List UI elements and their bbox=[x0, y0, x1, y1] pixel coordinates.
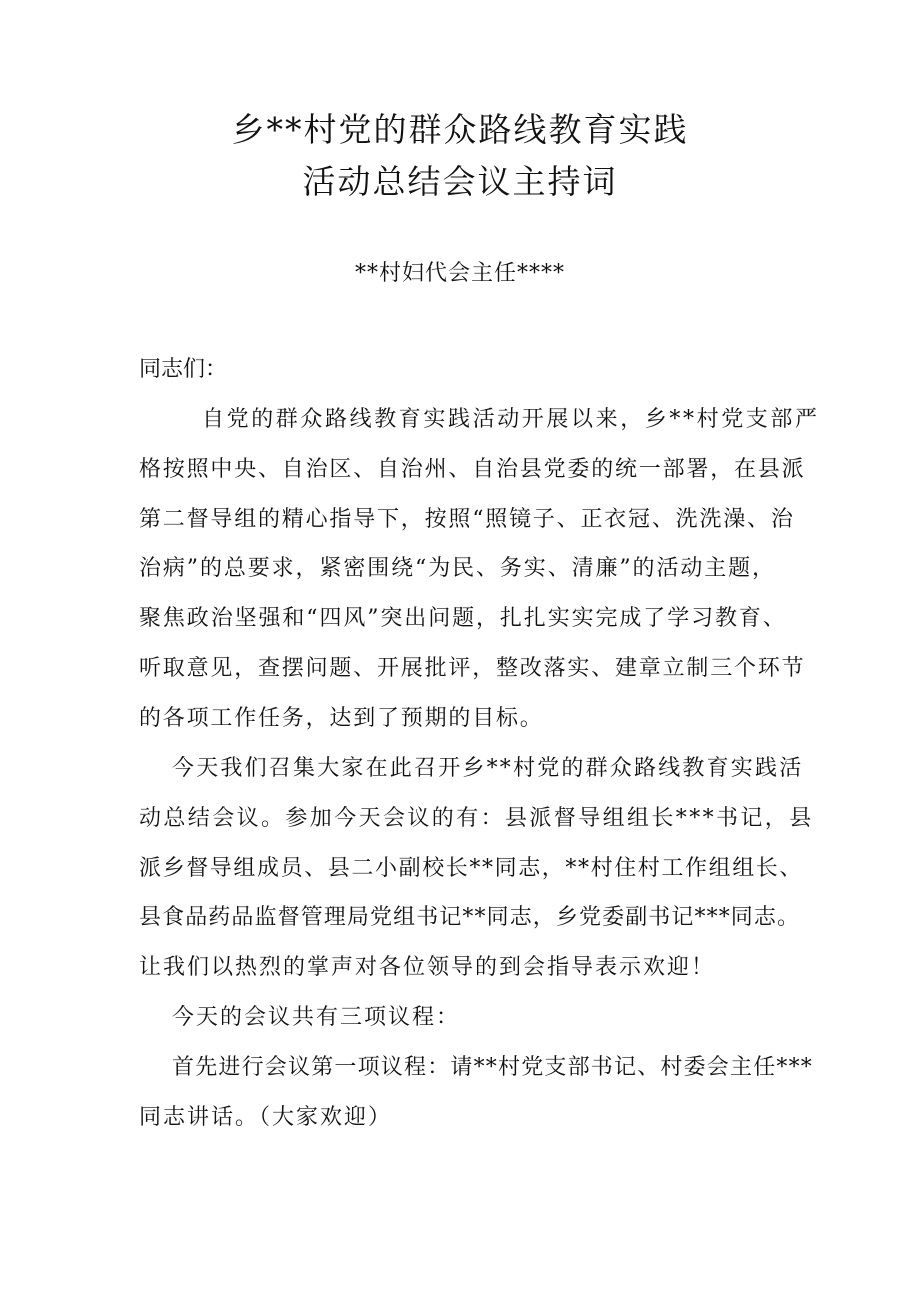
paragraph-2-line-2: 动总结会议。参加今天会议的有：县派督导组组长***书记，县 bbox=[139, 806, 814, 831]
paragraph-2-line-5: 让我们以热烈的掌声对各位领导的到会指导表示欢迎！ bbox=[139, 955, 716, 980]
paragraph-1-line-5: 聚焦政治坚强和“四风”突出问题，扎扎实实完成了学习教育、 bbox=[139, 606, 787, 631]
paragraph-1-line-3: 第二督导组的精心指导下，按照“照镜子、正衣冠、洗洗澡、治 bbox=[139, 507, 795, 532]
paragraph-1-line-6: 听取意见，查摆问题、开展批评，整改落实、建章立制三个环节 bbox=[139, 656, 806, 681]
paragraph-3: 今天的会议共有三项议程： bbox=[172, 1005, 461, 1030]
paragraph-2-line-3: 派乡督导组成员、县二小副校长**同志，**村住村工作组组长、 bbox=[139, 856, 804, 881]
document-author: **村妇代会主任**** bbox=[354, 261, 565, 286]
document-title-line-1: 乡**村党的群众路线教育实践 bbox=[231, 110, 689, 149]
paragraph-1-line-2: 格按照中央、自治区、自治州、自治县党委的统一部署，在县派 bbox=[139, 457, 806, 482]
paragraph-4-line-1: 首先进行会议第一项议程：请**村党支部书记、村委会主任*** bbox=[172, 1055, 814, 1080]
paragraph-2-line-4: 县食品药品监督管理局党组书记**同志，乡党委副书记***同志。 bbox=[139, 905, 801, 930]
paragraph-1-line-7: 的各项工作任务，达到了预期的目标。 bbox=[139, 706, 544, 731]
paragraph-1-line-4: 治病”的总要求，紧密围绕“为民、务实、清廉”的活动主题， bbox=[139, 556, 776, 581]
paragraph-4-line-2: 同志讲话。（大家欢迎） bbox=[139, 1105, 393, 1130]
document-title-line-2: 活动总结会议主持词 bbox=[302, 162, 618, 201]
paragraph-2-line-1: 今天我们召集大家在此召开乡**村党的群众路线教育实践活 bbox=[172, 756, 804, 781]
salutation: 同志们： bbox=[139, 357, 228, 382]
paragraph-1-line-1: 自党的群众路线教育实践活动开展以来，乡**村党支部严 bbox=[202, 407, 820, 432]
